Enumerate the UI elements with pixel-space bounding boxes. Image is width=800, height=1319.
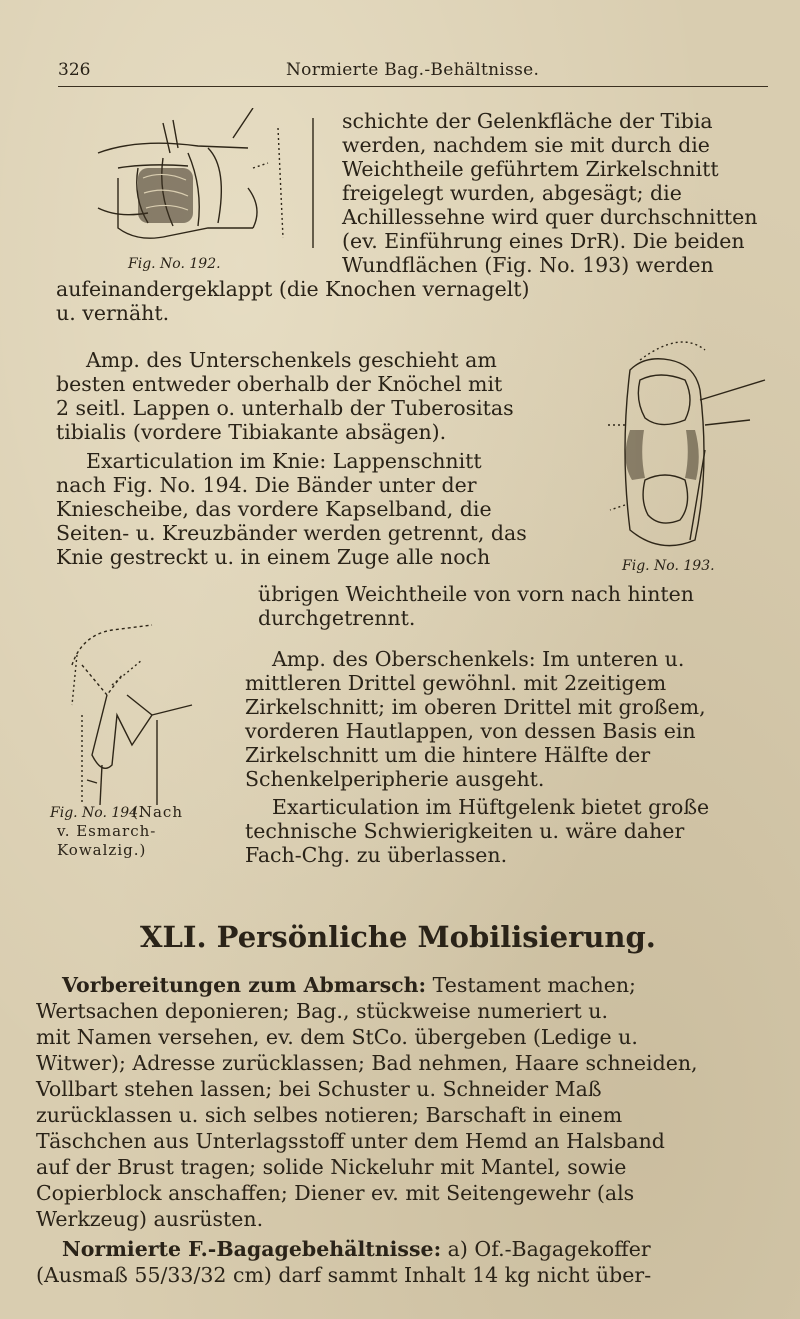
figure-194-caption-source: v. Esmarch- <box>57 822 157 840</box>
text-line: vorderen Hautlappen, von dessen Basis ein <box>245 719 696 743</box>
text-line: Schenkelperipherie ausgeht. <box>245 767 545 791</box>
text-line: aufeinandergeklappt (die Knochen vernagelt) <box>56 277 530 301</box>
figure-192 <box>78 108 318 272</box>
running-title: Normierte Bag.-Behältnisse. <box>286 60 540 80</box>
text-line: Amp. des Oberschenkels: Im unteren u. <box>272 647 685 671</box>
text-line: Exarticulation im Knie: Lappenschnitt <box>86 449 482 473</box>
figure-193-illustration <box>600 330 780 555</box>
text-line: Werkzeug) ausrüsten. <box>36 1207 264 1231</box>
text-line: auf der Brust tragen; solide Nickeluhr mit Mantel, sowie <box>36 1155 627 1179</box>
text-line: besten entweder oberhalb der Knöchel mit <box>56 372 503 396</box>
figure-193-caption: Fig. No. 193. <box>622 558 715 574</box>
text-line: Fach-Chg. zu überlassen. <box>245 843 508 867</box>
text-line: Weichtheile geführtem Zirkelschnitt <box>342 157 719 181</box>
figure-194-caption-source: (Nach <box>132 803 183 821</box>
chapter-title: Persönliche Mobilisierung. <box>216 920 656 954</box>
text-line: (ev. Einführung eines DrR). Die beiden <box>342 229 745 253</box>
text-line <box>62 973 636 997</box>
text-line: Wertsachen deponieren; Bag., stückweise numeriert u. <box>36 999 608 1023</box>
text-line: technische Schwierigkeiten u. wäre daher <box>245 819 685 843</box>
page-number: 326 <box>58 60 91 80</box>
text-line: durchgetrennt. <box>258 606 416 630</box>
text-line: Witwer); Adresse zurücklassen; Bad nehmen, Haare schneiden, <box>36 1051 698 1075</box>
text-line: freigelegt wurden, abgesägt; die <box>342 181 682 205</box>
text-line: u. vernäht. <box>56 301 170 325</box>
text-line: Copierblock anschaffen; Diener ev. mit Seitengewehr (als <box>36 1181 635 1205</box>
text-line: Kniescheibe, das vordere Kapselband, die <box>56 497 492 521</box>
chapter-number: XLI. <box>140 920 207 954</box>
text-line: 2 seitl. Lappen o. unterhalb der Tuberositas <box>56 396 514 420</box>
text-line <box>62 1237 651 1261</box>
figure-192-caption: Fig. No. 192. <box>128 256 221 272</box>
text-line: Vollbart stehen lassen; bei Schuster u. Schneider Maß <box>36 1077 602 1101</box>
text-line: schichte der Gelenkfläche der Tibia <box>342 109 713 133</box>
section-lead: Vorbereitungen zum Abmarsch: <box>62 973 427 997</box>
text-line: Exarticulation im Hüftgelenk bietet große <box>272 795 710 819</box>
section-lead: Normierte F.-Bagagebehältnisse: <box>62 1237 442 1261</box>
text-line: (Ausmaß 55/33/32 cm) darf sammt Inhalt 14 kg nicht über- <box>36 1263 652 1287</box>
text-line: übrigen Weichtheile von vorn nach hinten <box>258 582 695 606</box>
text-line: Täschchen aus Unterlagsstoff unter dem Hemd an Halsband <box>36 1129 665 1153</box>
figure-194 <box>50 605 232 859</box>
text-run: Testament machen; <box>432 973 636 997</box>
text-line: mit Namen versehen, ev. dem StCo. übergeben (Ledige u. <box>36 1025 638 1049</box>
text-line: mittleren Drittel gewöhnl. mit 2zeitigem <box>245 671 667 695</box>
text-line: Achillessehne wird quer durchschnitten <box>342 205 758 229</box>
text-line: tibialis (vordere Tibiakante absägen). <box>56 420 447 444</box>
figure-193 <box>600 330 780 574</box>
text-line: Knie gestreckt u. in einem Zuge alle noch <box>56 545 491 569</box>
chapter-heading <box>140 920 656 954</box>
text-line: Zirkelschnitt; im oberen Drittel mit großem, <box>245 695 706 719</box>
header-rule <box>58 86 768 87</box>
text-line: Seiten- u. Kreuzbänder werden getrennt, das <box>56 521 527 545</box>
text-line: nach Fig. No. 194. Die Bänder unter der <box>56 473 477 497</box>
text-line: werden, nachdem sie mit durch die <box>342 133 710 157</box>
text-run: a) Of.-Bagagekoffer <box>447 1237 651 1261</box>
figure-192-illustration <box>78 108 318 263</box>
text-line: Amp. des Unterschenkels geschieht am <box>86 348 497 372</box>
text-line: Zirkelschnitt um die hintere Hälfte der <box>245 743 651 767</box>
figure-194-illustration <box>52 605 232 805</box>
figure-194-caption-source: Kowalzig.) <box>57 841 147 859</box>
text-line: zurücklassen u. sich selbes notieren; Barschaft in einem <box>36 1103 623 1127</box>
figure-194-caption: Fig. No. 194. <box>50 805 143 821</box>
text-line: Wundflächen (Fig. No. 193) werden <box>342 253 714 277</box>
